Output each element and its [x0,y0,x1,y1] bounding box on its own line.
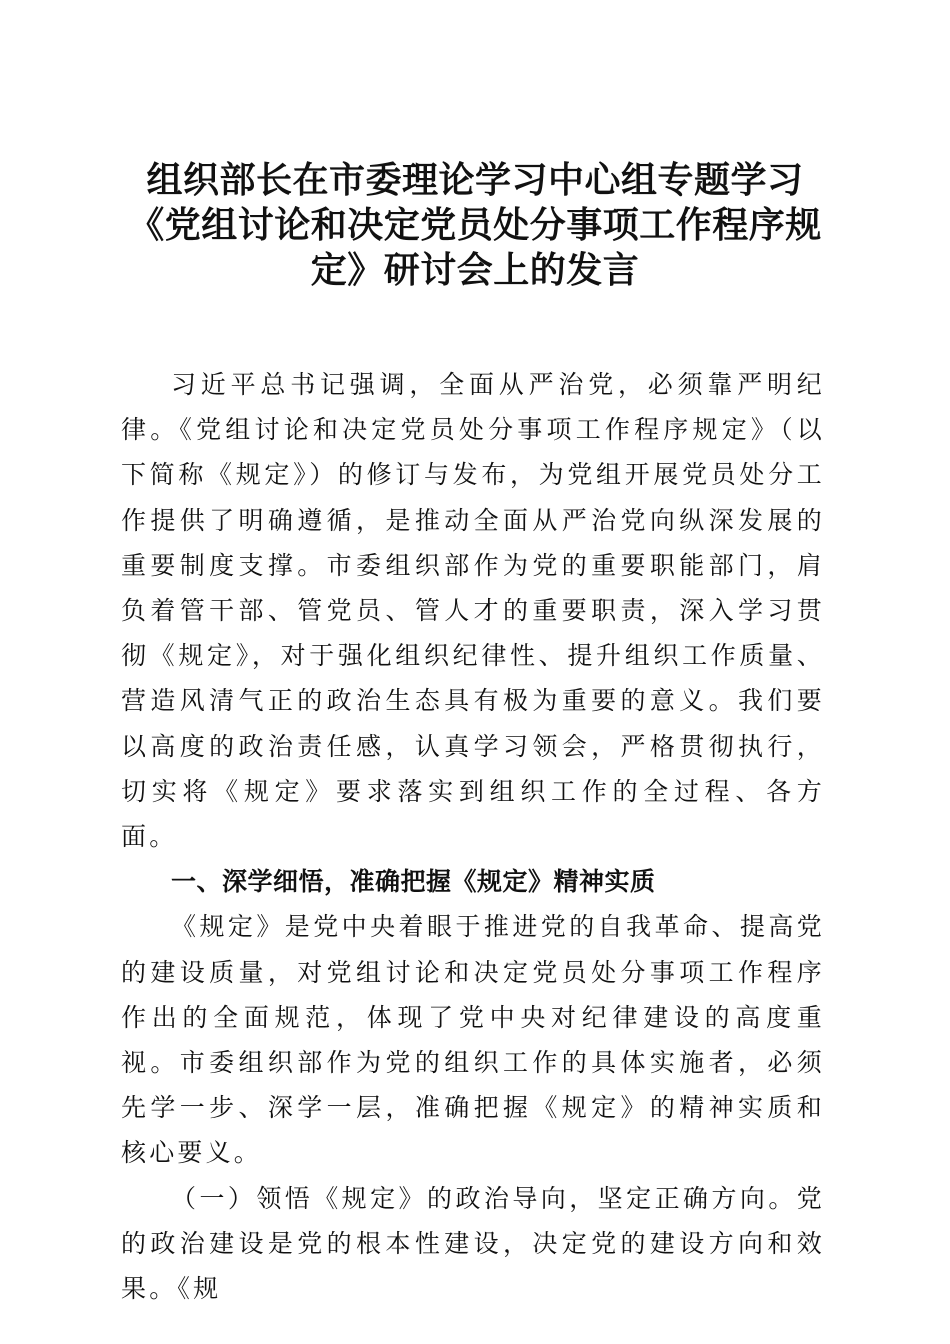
section-1-paragraph: 《规定》是党中央着眼于推进党的自我革命、提高党的建设质量，对党组讨论和决定党员处分事项工作程序作出的全面规范，体现了党中央对纪律建设的高度重视。市委组织部作为党的组织工作的具体实施者，必须先学一步、深学一层，准确把握《规定》的精神实质和核心要义。 [121,912,825,1168]
intro-paragraph: 习近平总书记强调，全面从严治党，必须靠严明纪律。《党组讨论和决定党员处分事项工作程序规定》（以下简称《规定》）的修订与发布，为党组开展党员处分工作提供了明确遵循，是推动全面从严治党向纵深发展的重要制度支撑。市委组织部作为党的重要职能部门，肩负着管干部、管党员、管人才的重要职责，深入学习贯彻《规定》，对于强化组织纪律性、提升组织工作质量、营造风清气正的政治生态具有极为重要的意义。我们要以高度的政治责任感，认真学习领会，严格贯彻执行，切实将《规定》要求落实到组织工作的全过程、各方面。 [121,370,825,852]
document-body [121,362,825,1311]
subsection-1-paragraph: （一）领悟《规定》的政治导向，坚定正确方向。党的政治建设是党的根本性建设，决定党的建设方向和效果。《规 [121,1183,825,1304]
section-heading-1: 一、深学细悟，准确把握《规定》精神实质 [171,867,656,897]
document-title: 组织部长在市委理论学习中心组专题学习《党组讨论和决定党员处分事项工作程序规定》研讨会上的发言 [128,159,822,291]
